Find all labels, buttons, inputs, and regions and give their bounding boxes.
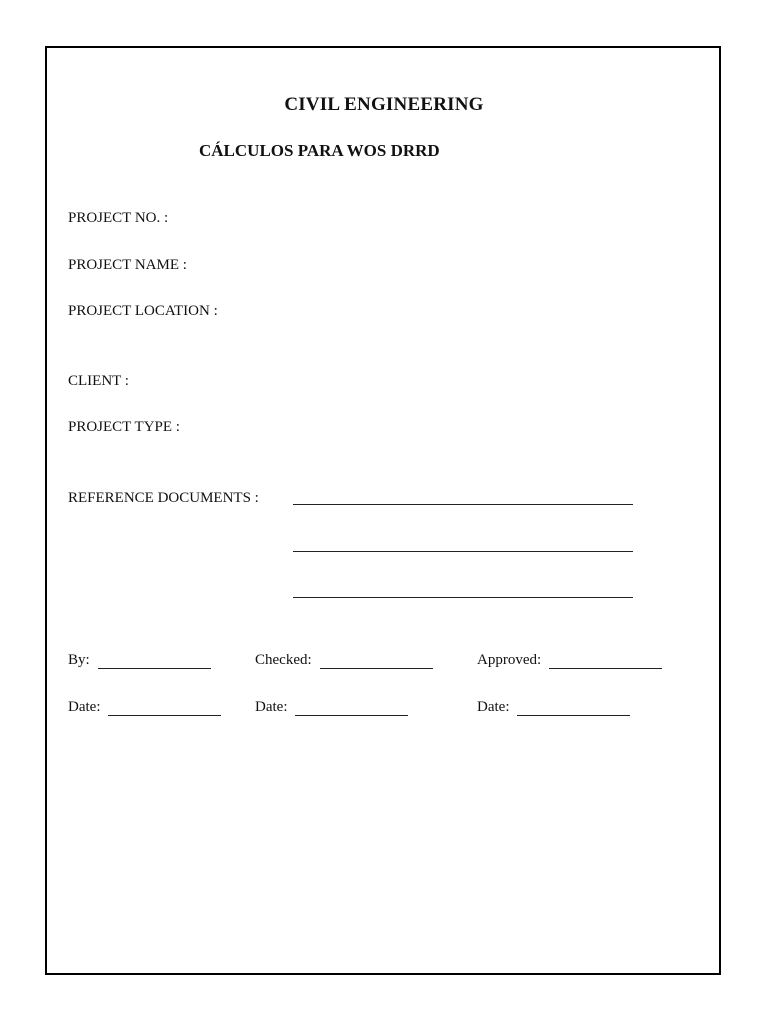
checked-date-label: Date: — [255, 699, 288, 715]
reference-document-line-2[interactable] — [293, 551, 633, 552]
project-name-label: PROJECT NAME : — [68, 257, 187, 273]
client-label: CLIENT : — [68, 373, 129, 389]
approved-blank[interactable] — [549, 656, 662, 669]
by-date-label: Date: — [68, 699, 101, 715]
checked-signature — [255, 652, 433, 669]
document-subtitle: CÁLCULOS PARA WOS DRRD — [199, 141, 440, 160]
by-blank[interactable] — [98, 656, 211, 669]
document-title: CIVIL ENGINEERING — [284, 94, 484, 115]
by-date — [68, 699, 221, 716]
approved-label: Approved: — [477, 652, 542, 668]
page-border — [45, 46, 721, 975]
checked-date-blank[interactable] — [295, 703, 408, 716]
project-type-label: PROJECT TYPE : — [68, 419, 180, 435]
by-label: By: — [68, 652, 90, 668]
project-location-label: PROJECT LOCATION : — [68, 303, 218, 319]
checked-blank[interactable] — [320, 656, 433, 669]
checked-label: Checked: — [255, 652, 312, 668]
approved-signature — [477, 652, 662, 669]
checked-date — [255, 699, 408, 716]
reference-documents-label: REFERENCE DOCUMENTS : — [68, 490, 259, 506]
approved-date-label: Date: — [477, 699, 510, 715]
approved-date-blank[interactable] — [517, 703, 630, 716]
by-signature — [68, 652, 211, 669]
project-no-label: PROJECT NO. : — [68, 210, 169, 226]
reference-document-line-1[interactable] — [293, 504, 633, 505]
by-date-blank[interactable] — [108, 703, 221, 716]
approved-date — [477, 699, 630, 716]
reference-document-line-3[interactable] — [293, 597, 633, 598]
